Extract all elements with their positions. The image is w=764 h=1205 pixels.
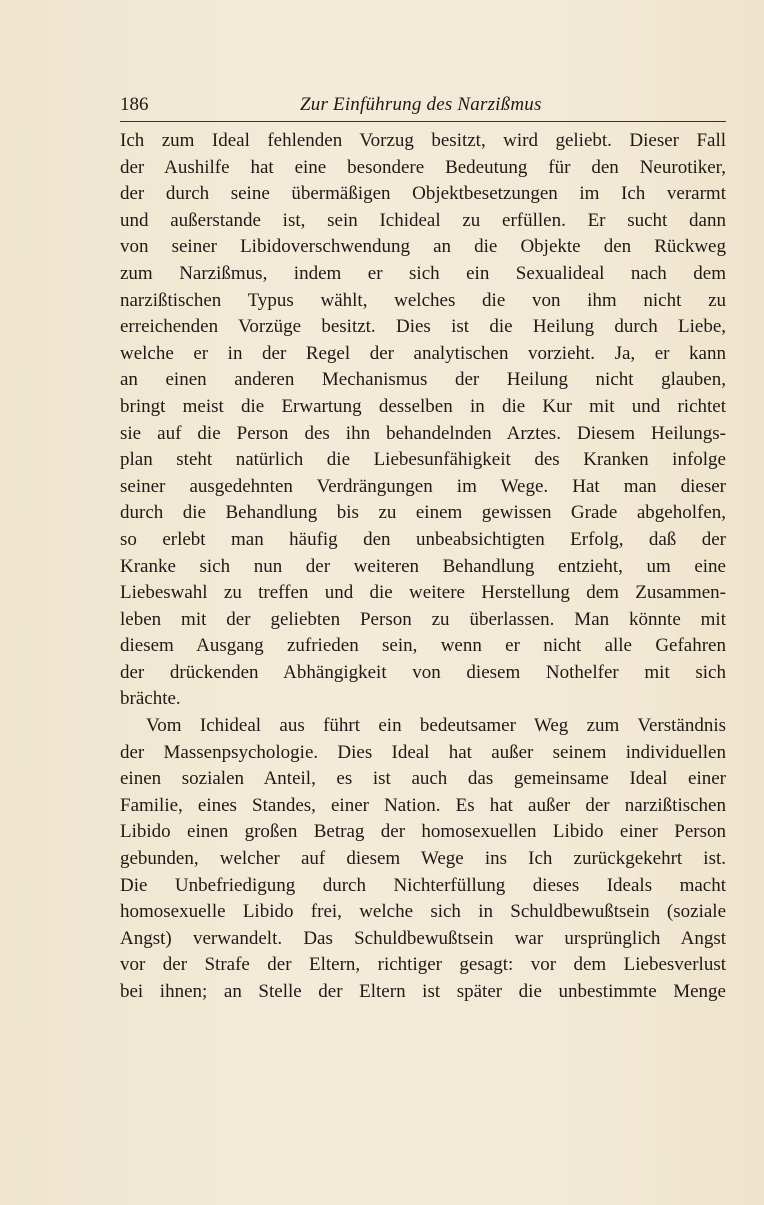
- text-line: an einen anderen Mechanismus der Heilung nicht glauben,: [120, 369, 726, 391]
- text-line: der Aushilfe hat eine besondere Bedeutung für den Neurotiker,: [120, 156, 726, 178]
- text-line: Liebeswahl zu treffen und die weitere Herstellung dem Zusammen-: [120, 582, 726, 604]
- body-text: [120, 128, 726, 1006]
- text-line: Libido einen großen Betrag der homosexuellen Libido einer Person: [120, 821, 726, 843]
- page-number: 186: [120, 94, 149, 115]
- text-line: bringt meist die Erwartung desselben in die Kur mit und richtet: [120, 395, 726, 417]
- text-line: durch die Behandlung bis zu einem gewissen Grade abgeholfen,: [120, 502, 726, 524]
- running-title: Zur Einführung des Narzißmus: [300, 94, 542, 115]
- text-line: Vom Ichideal aus führt ein bedeutsamer Weg zum Verständnis: [146, 715, 726, 737]
- text-line: welche er in der Regel der analytischen vorzieht. Ja, er kann: [120, 342, 726, 364]
- text-line: der drückenden Abhängigkeit von diesem Nothelfer mit sich: [120, 661, 726, 683]
- text-line: narzißtischen Typus wählt, welches die von ihm nicht zu: [120, 289, 726, 311]
- text-line: diesem Ausgang zufrieden sein, wenn er nicht alle Gefahren: [120, 635, 726, 657]
- text-line: Angst) verwandelt. Das Schuldbewußtsein war ursprünglich Angst: [120, 927, 726, 949]
- text-line: leben mit der geliebten Person zu überlassen. Man könnte mit: [120, 608, 726, 630]
- text-line: der Massenpsychologie. Dies Ideal hat außer seinem individuellen: [120, 741, 726, 763]
- text-line: gebunden, welcher auf diesem Wege ins Ich zurückgekehrt ist.: [120, 848, 726, 870]
- text-line: der durch seine übermäßigen Objektbesetzungen im Ich verarmt: [120, 183, 726, 205]
- text-line: Familie, eines Standes, einer Nation. Es hat außer der narzißtischen: [120, 794, 726, 816]
- text-line: erreichenden Vorzüge besitzt. Dies ist die Heilung durch Liebe,: [120, 316, 726, 338]
- text-line: brächte.: [120, 688, 181, 710]
- text-line: homosexuelle Libido frei, welche sich in Schuldbewußtsein (soziale: [120, 901, 726, 923]
- text-line: plan steht natürlich die Liebesunfähigkeit des Kranken infolge: [120, 449, 726, 471]
- text-line: vor der Strafe der Eltern, richtiger gesagt: vor dem Liebesverlust: [120, 954, 726, 976]
- header-rule: [120, 121, 726, 122]
- text-line: sie auf die Person des ihn behandelnden Arztes. Diesem Heilungs-: [120, 422, 726, 444]
- page-header: [120, 94, 726, 122]
- text-line: von seiner Libidoverschwendung an die Objekte den Rückweg: [120, 236, 726, 258]
- text-line: bei ihnen; an Stelle der Eltern ist später die unbestimmte Menge: [120, 981, 726, 1002]
- text-line: Die Unbefriedigung durch Nichterfüllung dieses Ideals macht: [120, 874, 726, 896]
- text-line: Ich zum Ideal fehlenden Vorzug besitzt, wird geliebt. Dieser Fall: [120, 130, 726, 151]
- text-line: zum Narzißmus, indem er sich ein Sexualideal nach dem: [120, 262, 726, 284]
- text-line: so erlebt man häufig den unbeabsichtigten Erfolg, daß der: [120, 528, 726, 550]
- text-line: seiner ausgedehnten Verdrängungen im Wege. Hat man dieser: [120, 475, 726, 497]
- text-line: Kranke sich nun der weiteren Behandlung entzieht, um eine: [120, 555, 726, 577]
- text-line: einen sozialen Anteil, es ist auch das gemeinsame Ideal einer: [120, 768, 726, 790]
- text-line: und außerstande ist, sein Ichideal zu erfüllen. Er sucht dann: [120, 209, 726, 231]
